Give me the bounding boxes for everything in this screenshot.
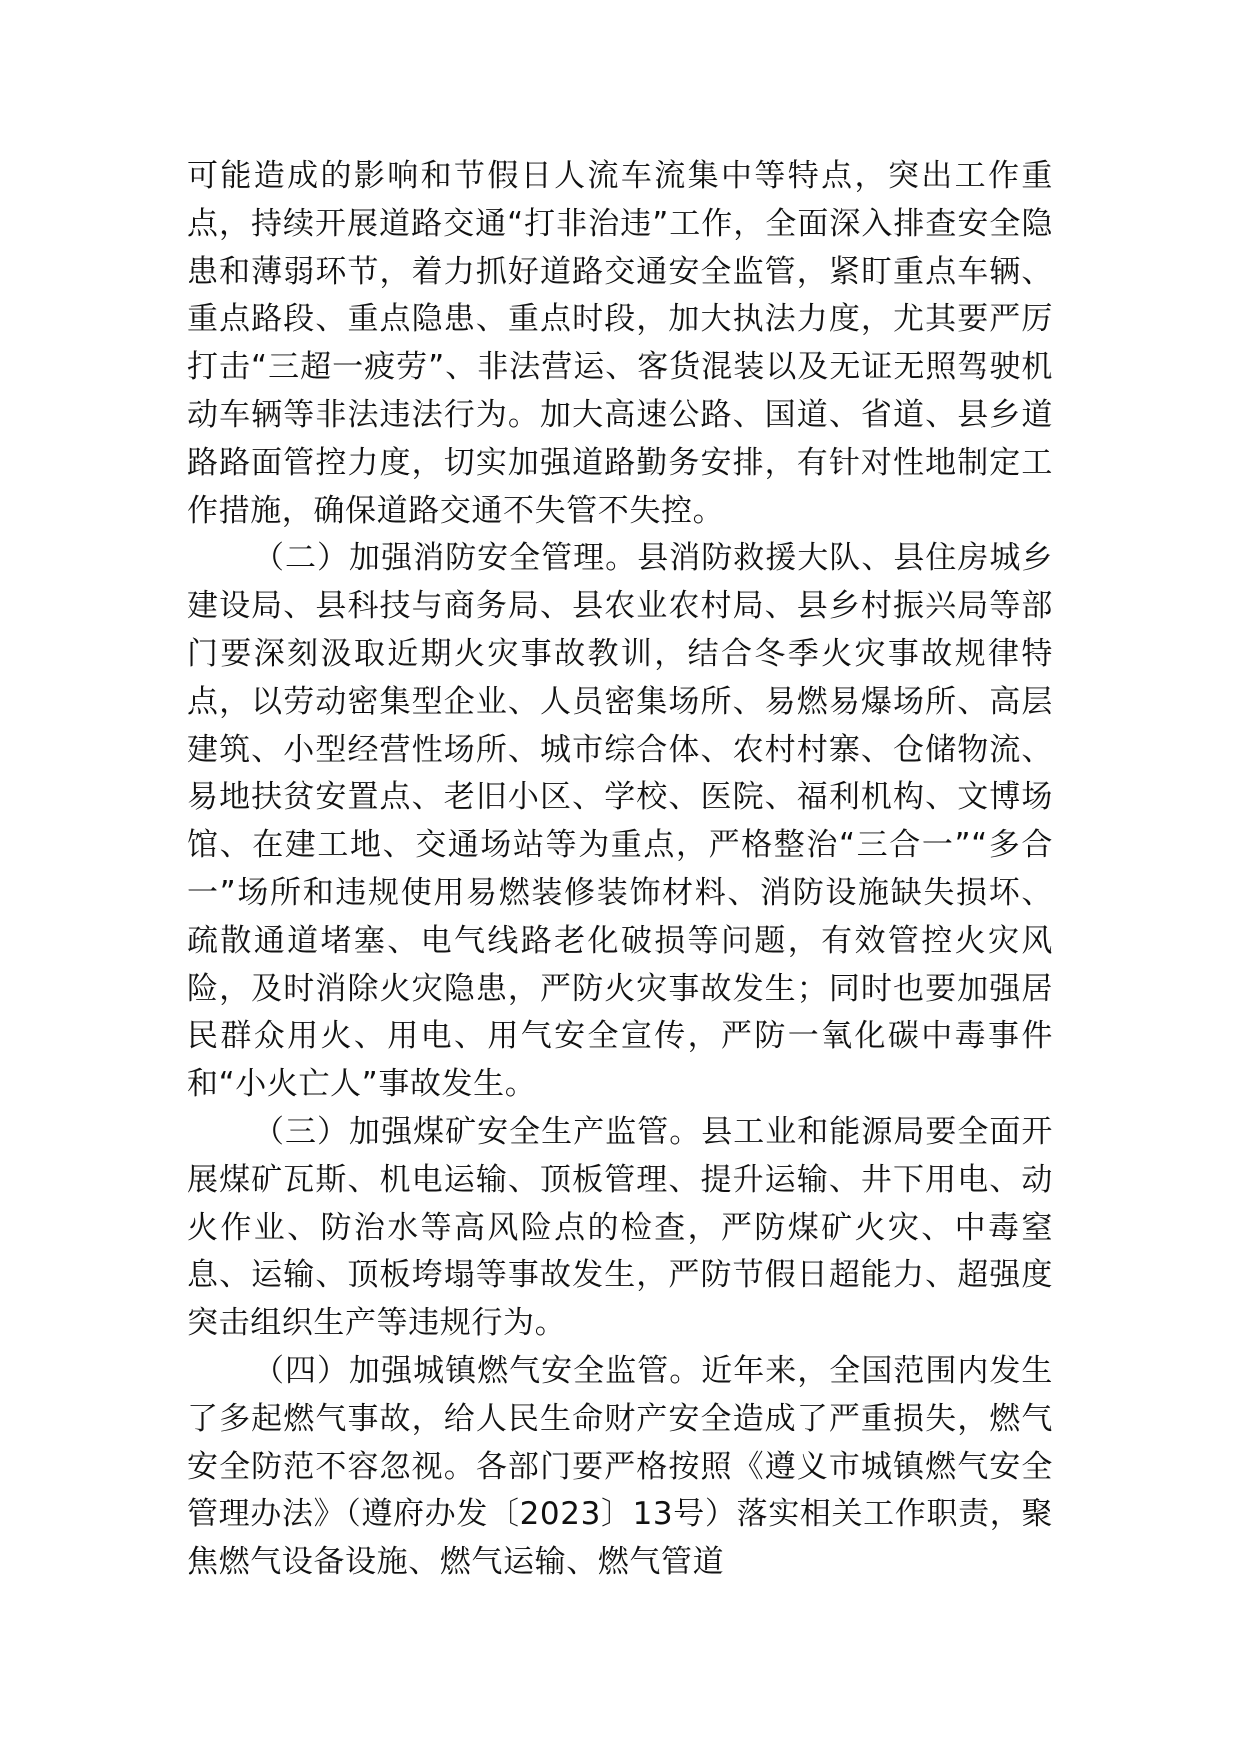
paragraph-urban-gas-safety: （四）加强城镇燃气安全监管。近年来，全国范围内发生了多起燃气事故，给人民生命财产安全造成了严重损失，燃气安全防范不容忽视。各部门要严格按照《遵义市城镇燃气安全管理办法》（遵府办发〔2023〕13号）落实相关工作职责，聚焦燃气设备设施、燃气运输、燃气管道 [187,1352,1053,1581]
paragraph-coal-mine-safety: （三）加强煤矿安全生产监管。县工业和能源局要全面开展煤矿瓦斯、机电运输、顶板管理、提升运输、井下用电、动火作业、防治水等高风险点的检查，严防煤矿火灾、中毒窒息、运输、顶板垮塌等事故发生，严防节假日超能力、超强度突击组织生产等违规行为。 [187,1113,1053,1342]
document-body [187,153,1053,1587]
paragraph-fire-safety: （二）加强消防安全管理。县消防救援大队、县住房城乡建设局、县科技与商务局、县农业农村局、县乡村振兴局等部门要深刻汲取近期火灾事故教训，结合冬季火灾事故规律特点，以劳动密集型企业、人员密集场所、易燃易爆场所、高层建筑、小型经营性场所、城市综合体、农村村寨、仓储物流、易地扶贫安置点、老旧小区、学校、医院、福利机构、文博场馆、在建工地、交通场站等为重点，严格整治“三合一”“多合一”场所和违规使用易燃装修装饰材料、消防设施缺失损坏、疏散通道堵塞、电气线路老化破损等问题，有效管控火灾风险，及时消除火灾隐患，严防火灾事故发生；同时也要加强居民群众用火、用电、用气安全宣传，严防一氧化碳中毒事件和“小火亡人”事故发生。 [187,540,1053,1103]
paragraph-road-traffic-continued: 可能造成的影响和节假日人流车流集中等特点，突出工作重点，持续开展道路交通“打非治违”工作，全面深入排查安全隐患和薄弱环节，着力抓好道路交通安全监管，紧盯重点车辆、重点路段、重点隐患、重点时段，加大执法力度，尤其要严厉打击“三超一疲劳”、非法营运、客货混装以及无证无照驾驶机动车辆等非法违法行为。加大高速公路、国道、省道、县乡道路路面管控力度，切实加强道路勤务安排，有针对性地制定工作措施，确保道路交通不失管不失控。 [187,158,1053,529]
